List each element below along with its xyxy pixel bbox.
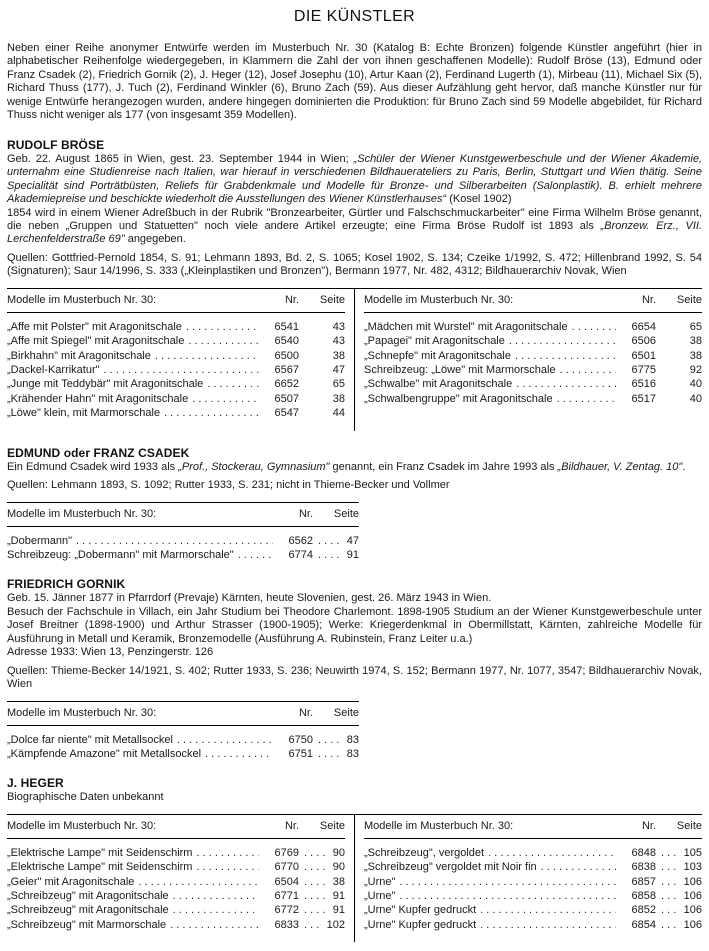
- text-run: Geb. 22. August 1865 in Wien, gest. 23. September 1944 in Wien;: [7, 152, 354, 165]
- table-row: [7, 534, 359, 548]
- page-number: 43: [332, 320, 345, 333]
- table-row: [7, 846, 345, 860]
- dot-leader: [205, 747, 273, 761]
- page-number: 38: [332, 875, 345, 888]
- dot-leader: [515, 349, 616, 363]
- page-number: 44: [332, 407, 345, 420]
- sources-paragraph: Quellen: Thieme-Becker 14/1921, S. 402; Rutter 1933, S. 236; Neuwirth 1974, S. 152; Bermann 1977, Nr. 1077, 3547; Bildhauerarchiv Novak, Wien: [7, 664, 702, 691]
- model-number: 6506: [631, 335, 656, 348]
- dot-leader: [480, 918, 616, 932]
- dot-leader: [557, 392, 616, 406]
- page-number: 90: [332, 861, 345, 874]
- models-table-csadek: [7, 502, 359, 563]
- table-row: [7, 875, 345, 889]
- model-number: 6562: [288, 534, 313, 547]
- text-run: .: [682, 460, 686, 473]
- table-row: [364, 334, 702, 348]
- table-header-label: Modelle im Musterbuch Nr. 30:: [7, 819, 157, 832]
- dot-leader: [399, 889, 616, 903]
- models-table-broese: [7, 288, 702, 431]
- dot-leader: [509, 334, 616, 348]
- page-cell: [656, 875, 702, 889]
- model-name: „Schreibzeug" mit Aragonitschale: [7, 904, 169, 917]
- table-header-row: [7, 815, 345, 839]
- page-number: 91: [332, 904, 345, 917]
- model-name: Schreibzeug: „Löwe" mit Marmorschale: [364, 364, 556, 377]
- model-number: 6654: [631, 320, 656, 333]
- table-body: [7, 320, 345, 421]
- page-cell: [656, 918, 702, 932]
- table-row: [364, 875, 702, 889]
- page-cell: [299, 903, 345, 917]
- model-number: 6852: [631, 904, 656, 917]
- bio-line: Geb. 15. Jänner 1877 in Pfarrdorf (Prevaje) Kärnten, heute Slovenien, gest. 26. März 1943 in Wien.: [7, 592, 492, 605]
- table-header-seite: Seite: [319, 819, 345, 832]
- page-cell: [299, 320, 345, 334]
- dot-leader: [318, 534, 343, 548]
- table-header-nr: Nr.: [298, 507, 313, 520]
- model-number: 6541: [274, 320, 299, 333]
- table-row: [364, 377, 702, 391]
- table-header-nr: Nr.: [284, 293, 299, 306]
- model-name: „Dackel-Karrikatur": [7, 364, 100, 377]
- model-number: 6774: [288, 548, 313, 561]
- italic-quote: „Schüler der Wiener Kunstgewerbeschule und der Wiener Akademie, unternahm eine Studienreise nach Italien, war hierauf in verschiedenen Bildhauerateliers zu Paris, Berlin, Stuttgart und Wien thätig. Seine Specialität sind Porträtbüsten, Reliefs für Grabdenkmale und Modelle für Bronze- und Silberarbeiten (Salonplastik). B. erhielt mehrere Akademiepreise und beschickte wiederholt die Ausstellungen des Wiener Künstlerhauses“: [7, 152, 702, 206]
- dot-leader: [173, 889, 259, 903]
- page-cell: [313, 534, 359, 548]
- dot-leader: [572, 320, 616, 334]
- dot-leader: [318, 733, 343, 747]
- model-name: „Schwalbengruppe" mit Aragonitschale: [364, 392, 553, 405]
- table-row: [364, 903, 702, 917]
- dot-leader: [104, 363, 259, 377]
- model-number: 6858: [631, 890, 656, 903]
- page-cell: [299, 875, 345, 889]
- page-number: 47: [346, 534, 359, 547]
- model-number: 6848: [631, 846, 656, 859]
- model-number: 6500: [274, 349, 299, 362]
- model-name: „Elektrische Lampe" mit Seidenschirm: [7, 861, 193, 874]
- section-heading-heger: J. HEGER: [7, 776, 64, 791]
- model-name: „Schwalbe" mit Aragonitschale: [364, 378, 513, 391]
- model-number: 6857: [631, 875, 656, 888]
- table-body: [7, 534, 359, 563]
- dot-leader: [138, 875, 259, 889]
- page-number: 102: [326, 918, 345, 931]
- models-table-gornik: [7, 701, 359, 762]
- page-number: 38: [689, 349, 702, 362]
- page-cell: [656, 320, 702, 334]
- model-number: 6750: [288, 733, 313, 746]
- dot-leader: [304, 918, 323, 932]
- table-header-nr: Nr.: [641, 819, 656, 832]
- table-row: [7, 548, 359, 562]
- dot-leader: [488, 846, 616, 860]
- page-cell: [299, 377, 345, 391]
- table-row: [7, 392, 345, 406]
- dot-leader: [196, 860, 259, 874]
- model-name: „Löwe" klein, mit Marmorschale: [7, 407, 161, 420]
- model-name: „Geier" mit Aragonitschale: [7, 875, 135, 888]
- page-cell: [299, 889, 345, 903]
- model-name: „Urne" Kupfer gedruckt: [364, 904, 477, 917]
- model-name: „Krähender Hahn" mit Aragonitschale: [7, 392, 189, 405]
- page-number: 92: [689, 364, 702, 377]
- table-header-label: Modelle im Musterbuch Nr. 30:: [364, 819, 514, 832]
- table-header-row: [364, 289, 702, 313]
- page-cell: [656, 889, 702, 903]
- table-column: [354, 815, 702, 942]
- dot-leader: [164, 406, 259, 420]
- model-name: „Kämpfende Amazone" mit Metallsockel: [7, 747, 202, 760]
- table-header-label: Modelle im Musterbuch Nr. 30:: [364, 293, 514, 306]
- page-cell: [299, 349, 345, 363]
- dot-leader: [173, 903, 259, 917]
- page-cell: [299, 334, 345, 348]
- model-number: 6652: [274, 378, 299, 391]
- table-header-seite: Seite: [319, 293, 345, 306]
- section-heading-csadek: EDMUND oder FRANZ CSADEK: [7, 445, 190, 460]
- page-number: 38: [332, 392, 345, 405]
- dot-leader: [661, 889, 680, 903]
- page-cell: [299, 918, 345, 932]
- dot-leader: [170, 918, 259, 932]
- sources-paragraph: Quellen: Lehmann 1893, S. 1092; Rutter 1933, S. 231; nicht in Thieme-Becker und Vollmer: [7, 479, 450, 492]
- table-header-row: [364, 815, 702, 839]
- table-header-row: [7, 503, 359, 527]
- table-header-seite: Seite: [676, 293, 702, 306]
- dot-leader: [192, 392, 259, 406]
- dot-leader: [661, 860, 680, 874]
- model-name: „Schnepfe" mit Aragonitschale: [364, 349, 511, 362]
- model-name: „Schreibzeug", vergoldet: [364, 846, 485, 859]
- bio-line: Adresse 1933: Wien 13, Penzingerstr. 126: [7, 646, 214, 659]
- table-row: [7, 363, 345, 377]
- dot-leader: [661, 846, 680, 860]
- table-body: [364, 320, 702, 406]
- text-run: genannt, ein Franz Csadek im Jahre 1993 als: [329, 460, 558, 473]
- model-number: 6771: [274, 890, 299, 903]
- dot-leader: [560, 363, 616, 377]
- page-cell: [299, 392, 345, 406]
- page-number: 91: [332, 890, 345, 903]
- table-row: [7, 334, 345, 348]
- table-row: [7, 918, 345, 932]
- page-number: 83: [346, 733, 359, 746]
- dot-leader: [304, 860, 329, 874]
- page-number: 65: [689, 320, 702, 333]
- page-title: DIE KÜNSTLER: [293, 8, 416, 25]
- dot-leader: [76, 534, 273, 548]
- dot-leader: [318, 548, 343, 562]
- model-number: 6769: [274, 846, 299, 859]
- table-body: [7, 846, 345, 932]
- italic-quote: „Bronzew. Erz., VII. Lerchenfelderstraße 69": [7, 219, 702, 246]
- model-name: „Mädchen mit Wurstel" mit Aragonitschale: [364, 320, 568, 333]
- model-name: „Schreibzeug" mit Marmorschale: [7, 918, 167, 931]
- model-name: „Birkhahn" mit Aragonitschale: [7, 349, 151, 362]
- dot-leader: [155, 349, 259, 363]
- table-row: [364, 860, 702, 874]
- dot-leader: [304, 889, 329, 903]
- dot-leader: [238, 548, 273, 562]
- sources-paragraph: Quellen: Gottfried-Pernold 1854, S. 91; Lehmann 1893, Bd. 2, S. 1065; Kosel 1902, S. 134; Czeike 1/1992, S. 472; Hillenbrand 1992, S. 54 (Signaturen); Saur 14/1996, S. 333 („Kleinplastiken und Bronzen"), Bermann 1977, Nr. 482, 4312; Bildhauerarchiv Novak, Wien: [7, 251, 702, 278]
- page-number: 106: [683, 875, 702, 888]
- section-csadek: [7, 446, 702, 563]
- table-header-label: Modelle im Musterbuch Nr. 30:: [7, 507, 157, 520]
- intro-paragraph: Neben einer Reihe anonymer Entwürfe werden im Musterbuch Nr. 30 (Katalog B: Echte Bronzen) folgende Künstler angeführt (hier in alphabetischer Reihenfolge wiedergegeben, in Klammern die Zahl der von ihnen geschaffenen Modelle): Rudolf Bröse (13), Edmund oder Franz Csadek (2), Friedrich Gornik (2), J. Heger (12), Josef Josephu (10), Artur Kaan (2), Ferdinand Lugerth (1), Mirbeau (11), Michael Six (5), Richard Thuss (177), J. Tuch (2), Ferdinand Winkler (6), Bruno Zach (59). Aus dieser Aufzählung geht hervor, daß manche Künstler nur für wenige Entwürfe herangezogen wurden, andere hingegen dominierten die Produktion: für Bruno Zach sind 59 Modelle abgebildet, für Richard Thuss nicht weniger als 177 (von insgesamt 359 Modellen).: [7, 42, 702, 122]
- table-row: [7, 860, 345, 874]
- model-number: 6833: [274, 918, 299, 931]
- dot-leader: [516, 377, 616, 391]
- table-header-label: Modelle im Musterbuch Nr. 30:: [7, 706, 157, 719]
- table-body: [364, 846, 702, 932]
- dot-leader: [661, 875, 680, 889]
- table-header-seite: Seite: [676, 819, 702, 832]
- text-run: 1854 wird in einem Wiener Adreßbuch in der Rubrik "Bronzearbeiter, Gürtler und Falschschmuckarbeiter" eine Firma Wilhelm Bröse genannt, die neben „Gruppen und Statuetten" noch viele andere Artikel erzeugte; eine Firma Bröse Rudolf ist 1893 als: [7, 206, 702, 232]
- table-row: [7, 747, 359, 761]
- bio-paragraph: [7, 207, 702, 247]
- dot-leader: [480, 903, 616, 917]
- table-header-label: Modelle im Musterbuch Nr. 30:: [7, 293, 157, 306]
- page-cell: [299, 860, 345, 874]
- table-row: [7, 733, 359, 747]
- page-number: 83: [346, 747, 359, 760]
- page-cell: [656, 392, 702, 406]
- page-cell: [656, 846, 702, 860]
- page-cell: [313, 548, 359, 562]
- page-number: 106: [683, 890, 702, 903]
- page-number: 106: [683, 918, 702, 931]
- models-table-heger: [7, 814, 702, 942]
- table-row: [7, 349, 345, 363]
- table-row: [364, 363, 702, 377]
- dot-leader: [661, 918, 680, 932]
- table-header-nr: Nr.: [284, 819, 299, 832]
- dot-leader: [188, 334, 259, 348]
- page-number: 43: [332, 335, 345, 348]
- model-name: Schreibzeug: „Dobermann" mit Marmorschale": [7, 548, 234, 561]
- table-header-row: [7, 289, 345, 313]
- table-row: [7, 889, 345, 903]
- bio-line: Biographische Daten unbekannt: [7, 791, 164, 804]
- italic-quote: „Bildhauer, V. Zentag. 10": [557, 460, 683, 473]
- model-number: 6770: [274, 861, 299, 874]
- model-number: 6772: [274, 904, 299, 917]
- table-header-seite: Seite: [333, 706, 359, 719]
- table-column: [7, 503, 359, 563]
- table-row: [7, 320, 345, 334]
- page-cell: [656, 377, 702, 391]
- page-cell: [299, 363, 345, 377]
- table-header-seite: Seite: [333, 507, 359, 520]
- page-number: 38: [332, 349, 345, 362]
- page-number: 90: [332, 846, 345, 859]
- page-cell: [656, 860, 702, 874]
- italic-quote: „Prof., Stockerau, Gymnasium": [178, 460, 330, 473]
- model-number: 6540: [274, 335, 299, 348]
- page-cell: [313, 747, 359, 761]
- section-gornik: [7, 577, 702, 761]
- table-row: [364, 889, 702, 903]
- model-number: 6751: [288, 747, 313, 760]
- page-number: 40: [689, 378, 702, 391]
- section-heading-gornik: FRIEDRICH GORNIK: [7, 577, 126, 592]
- dot-leader: [318, 747, 343, 761]
- model-number: 6501: [631, 349, 656, 362]
- dot-leader: [177, 733, 273, 747]
- dot-leader: [661, 903, 680, 917]
- table-row: [364, 846, 702, 860]
- table-column: [7, 702, 359, 762]
- table-row: [364, 320, 702, 334]
- model-number: 6517: [631, 392, 656, 405]
- model-name: „Urne": [364, 890, 396, 903]
- page-number: 105: [683, 846, 702, 859]
- text-run: Ein Edmund Csadek wird 1933 als: [7, 460, 179, 473]
- dot-leader: [207, 377, 259, 391]
- table-row: [364, 349, 702, 363]
- bio-paragraph: [7, 153, 702, 207]
- text-run: angegeben.: [124, 233, 186, 246]
- bio-paragraph: [7, 461, 702, 474]
- model-number: 6567: [274, 364, 299, 377]
- page-cell: [656, 903, 702, 917]
- dot-leader: [541, 860, 616, 874]
- page-cell: [299, 846, 345, 860]
- table-header-nr: Nr.: [641, 293, 656, 306]
- model-name: „Dobermann": [7, 534, 73, 547]
- table-row: [7, 406, 345, 420]
- table-row: [7, 903, 345, 917]
- page-number: 103: [683, 861, 702, 874]
- model-name: „Urne" Kupfer gedruckt: [364, 918, 477, 931]
- page-number: 40: [689, 392, 702, 405]
- table-row: [364, 918, 702, 932]
- section-heading-broese: RUDOLF BRÖSE: [7, 137, 105, 152]
- text-run: (Kosel 1902): [446, 193, 512, 206]
- model-name: „Dolce far niente" mit Metallsockel: [7, 733, 173, 746]
- model-number: 6547: [274, 407, 299, 420]
- dot-leader: [186, 320, 259, 334]
- page-cell: [313, 733, 359, 747]
- model-number: 6854: [631, 918, 656, 931]
- table-column: [7, 289, 354, 431]
- page-number: 91: [346, 548, 359, 561]
- table-row: [364, 392, 702, 406]
- model-number: 6504: [274, 875, 299, 888]
- table-header-row: [7, 702, 359, 726]
- model-number: 6838: [631, 861, 656, 874]
- model-name: „Junge mit Teddybär" mit Aragonitschale: [7, 378, 204, 391]
- page-number: 65: [332, 378, 345, 391]
- table-row: [7, 377, 345, 391]
- model-name: „Schreibzeug" vergoldet mit Noir fin: [364, 861, 537, 874]
- section-broese: [7, 138, 702, 431]
- page-number: 47: [332, 364, 345, 377]
- model-number: 6507: [274, 392, 299, 405]
- page-cell: [656, 349, 702, 363]
- model-number: 6516: [631, 378, 656, 391]
- model-name: „Affe mit Polster" mit Aragonitschale: [7, 320, 182, 333]
- page-cell: [299, 406, 345, 420]
- page-cell: [656, 363, 702, 377]
- bio-line: Besuch der Fachschule in Villach, ein Jahr Studium bei Theodore Charlemont. 1898-1905 Studium an der Wiener Kunstgewerbeschule unter Josef Breitner (1898-1900) und Arthur Strasser (1900-1905); Werke: Kriegerdenkmal in Obermillstatt, Kärnten, zahlreiche Modelle für Ausführung in Metall und Keramik, Bronzemodelle (Ausführung A. Rubinstein, Franz Leiter u.a.): [7, 605, 702, 645]
- table-column: [354, 289, 702, 431]
- model-name: „Urne": [364, 875, 396, 888]
- page-number: 106: [683, 904, 702, 917]
- dot-leader: [196, 846, 259, 860]
- dot-leader: [304, 846, 329, 860]
- dot-leader: [304, 875, 329, 889]
- model-name: „Papagei" mit Aragonitschale: [364, 335, 505, 348]
- page-number: 38: [689, 335, 702, 348]
- model-name: „Elektrische Lampe" mit Seidenschirm: [7, 846, 193, 859]
- table-column: [7, 815, 354, 942]
- section-heger: [7, 776, 702, 942]
- dot-leader: [304, 903, 329, 917]
- table-body: [7, 733, 359, 762]
- model-name: „Schreibzeug" mit Aragonitschale: [7, 890, 169, 903]
- dot-leader: [399, 875, 616, 889]
- model-number: 6775: [631, 364, 656, 377]
- page-cell: [656, 334, 702, 348]
- model-name: „Affe mit Spiegel" mit Aragonitschale: [7, 335, 185, 348]
- table-header-nr: Nr.: [298, 706, 313, 719]
